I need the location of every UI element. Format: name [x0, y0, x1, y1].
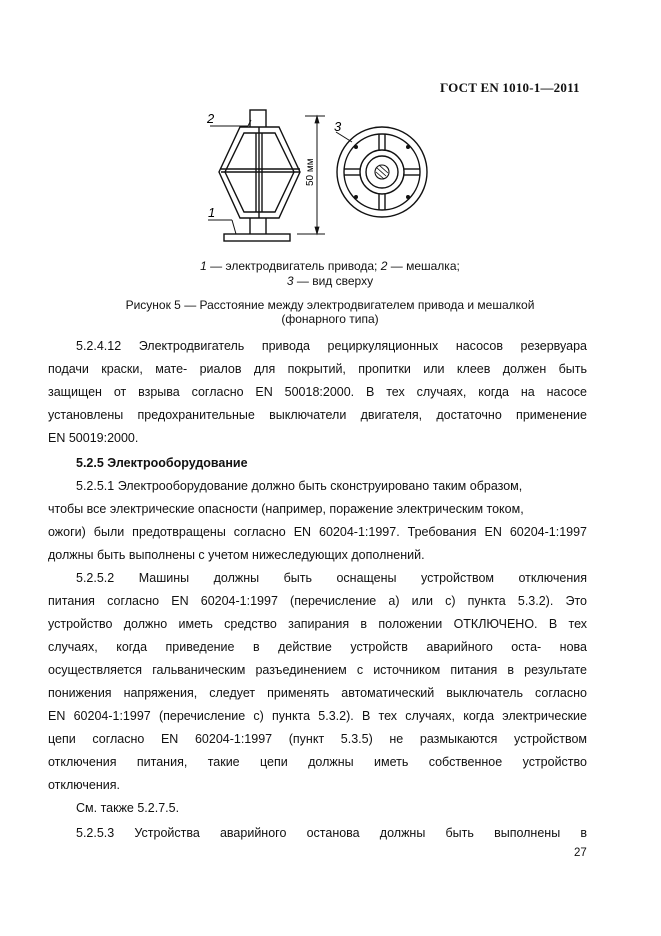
- text-line: установлены предохранительные выключатели двигателя, достаточно применение: [48, 408, 587, 422]
- text-line: 5.2.4.12 Электродвигатель привода рециркуляционных насосов резервуара: [76, 339, 587, 353]
- figure-label-3: 3: [334, 119, 342, 134]
- text-line: отключения.: [48, 778, 120, 792]
- figure-caption-line-1: Рисунок 5 — Расстояние между электродвигателем привода и мешалкой: [125, 298, 535, 312]
- document-code: ГОСТ EN 1010-1—2011: [440, 80, 580, 95]
- text-line: осуществляется гальваническим разъединением с источником питания в результате: [48, 663, 587, 677]
- text-line: случаях, когда приведение в действие устройств аварийного оста- нова: [48, 640, 587, 654]
- figure-caption-line-2: (фонарного типа): [281, 312, 379, 326]
- text-line: питания согласно EN 60204-1:1997 (перечисление а) или с) пункта 5.3.2). Это: [48, 594, 587, 608]
- text-line: EN 50019:2000.: [48, 431, 139, 445]
- dimension-text: 50 мм: [305, 158, 316, 186]
- figure-caption: [80, 298, 580, 326]
- agitator-top-view: [337, 127, 427, 217]
- text-line: подачи краски, мате- риалов для покрытий, пропитки или клеев должен быть: [48, 362, 587, 376]
- section-heading: 5.2.5 Электрооборудование: [76, 456, 248, 470]
- figure-label-1: 1: [208, 205, 216, 220]
- text-line: должны быть выполнены с учетом нижеследующих дополнений.: [48, 548, 425, 562]
- motor-base: [224, 234, 290, 241]
- text-line: EN 60204-1:1997 (перечисление с) пункта 5.3.2). В тех случаях, когда электрические: [48, 709, 587, 723]
- text-line: отключения питания, такие цепи должны иметь собственное устройство: [48, 755, 587, 769]
- legend-text-3: — вид сверху: [293, 274, 374, 288]
- page-number: 27: [574, 847, 587, 859]
- text-line: понижения напряжения, следует применять автоматический выключатель согласно: [48, 686, 587, 700]
- legend-text-1: — электродвигатель привода;: [206, 259, 381, 273]
- text-line: защищен от взрыва согласно EN 50018:2000. В тех случаях, когда на насосе: [48, 385, 587, 399]
- text-line: чтобы все электрические опасности (например, поражение электрическим током,: [48, 502, 524, 516]
- legend-text-2: — мешалка;: [387, 259, 460, 273]
- figure-legend: [120, 259, 540, 289]
- text-line: 5.2.5.3 Устройства аварийного останова должны быть выполнены в: [76, 826, 587, 840]
- text-line: 5.2.5.1 Электрооборудование должно быть сконструировано таким образом,: [76, 479, 523, 493]
- text-line: ожоги) были предотвращены согласно EN 60204-1:1997. Требования EN 60204-1:1997: [48, 525, 587, 539]
- legend-number-3: 3: [286, 274, 294, 288]
- figure-label-2: 2: [207, 111, 215, 126]
- stirrer-figure: [0, 0, 661, 250]
- text-line: См. также 5.2.7.5.: [76, 801, 180, 815]
- legend-number-2: 2: [380, 259, 388, 273]
- text-line: устройство должно иметь средство запирания в положении ОТКЛЮЧЕНО. В тех: [48, 617, 587, 631]
- text-line: цепи согласно EN 60204-1:1997 (пункт 5.3.5) не размыкаются устройством: [48, 732, 587, 746]
- text-line: 5.2.5.2 Машины должны быть оснащены устройством отключения: [76, 571, 587, 585]
- legend-number-1: 1: [200, 259, 207, 273]
